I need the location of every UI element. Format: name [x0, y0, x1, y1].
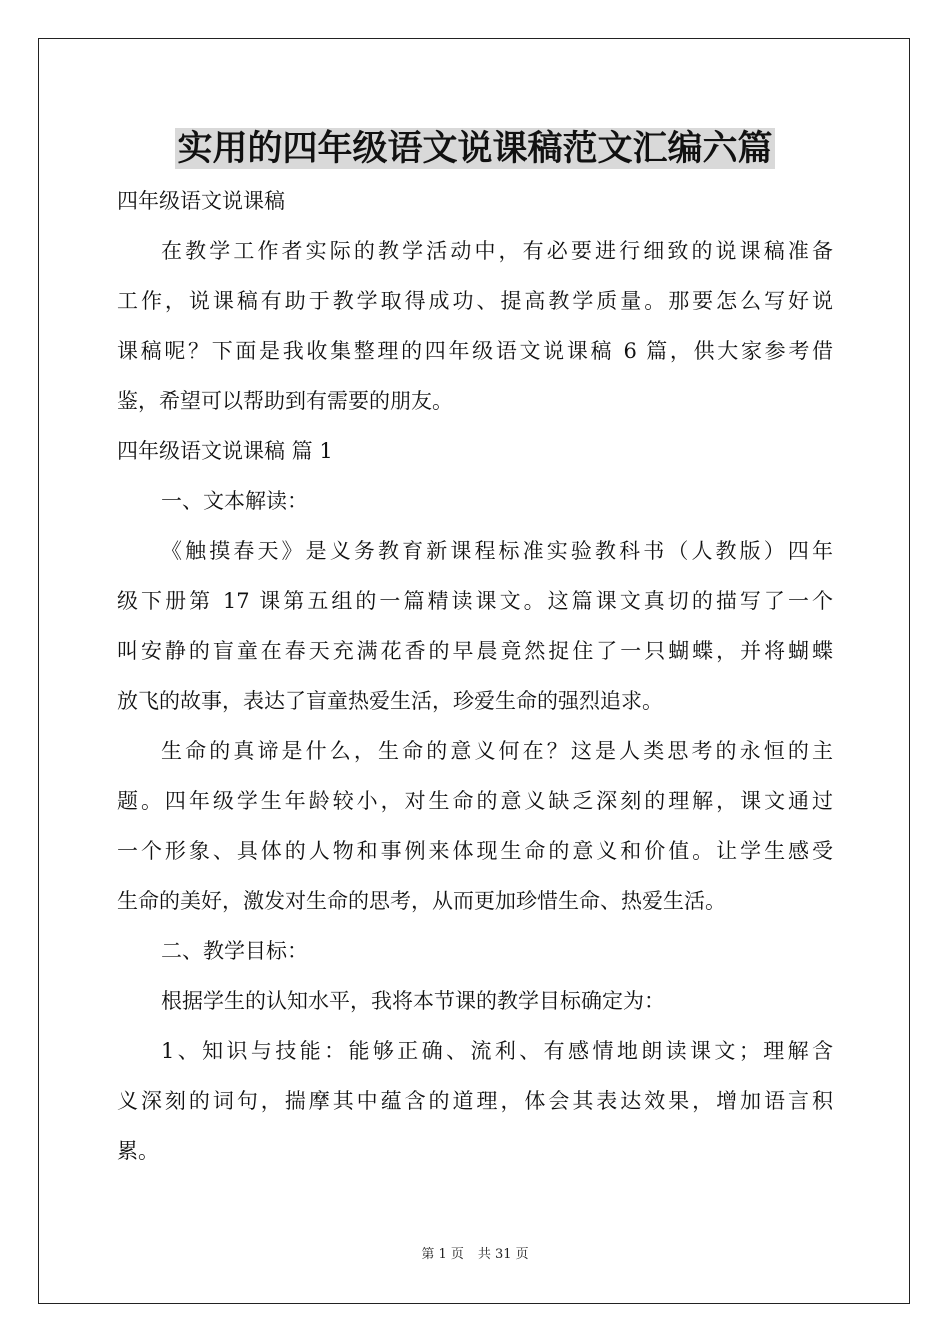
text-line: 工作，说课稿有助于教学取得成功、提高教学质量。那要怎么写好说	[117, 289, 833, 313]
document-body	[117, 176, 833, 1176]
text-line: 二、教学目标：	[161, 939, 308, 963]
text-line: 义深刻的词句，揣摩其中蕴含的道理，体会其表达效果，增加语言积	[117, 1089, 833, 1113]
text-line: 一、文本解读：	[161, 489, 308, 513]
text-line: 四年级语文说课稿 篇 1	[117, 439, 333, 463]
text-line: 生命的真谛是什么，生命的意义何在？这是人类思考的永恒的主	[161, 739, 833, 763]
text-line: 一个形象、具体的人物和事例来体现生命的意义和价值。让学生感受	[117, 839, 833, 863]
text-line: 在教学工作者实际的教学活动中，有必要进行细致的说课稿准备	[161, 239, 833, 263]
text-line: 累。	[117, 1139, 159, 1163]
document-title	[0, 124, 950, 174]
text-line: 四年级语文说课稿	[117, 189, 285, 213]
text-line: 题。四年级学生年龄较小，对生命的意义缺乏深刻的理解，课文通过	[117, 789, 833, 813]
page-total: 共 31 页	[477, 1247, 529, 1262]
text-line: 《触摸春天》是义务教育新课程标准实验教科书（人教版）四年	[161, 539, 833, 563]
text-line: 课稿呢？下面是我收集整理的四年级语文说课稿 6 篇，供大家参考借	[117, 339, 833, 363]
page-number: 第 1 页	[421, 1247, 464, 1262]
text-line: 鉴，希望可以帮助到有需要的朋友。	[117, 389, 453, 413]
text-line: 生命的美好，激发对生命的思考，从而更加珍惜生命、热爱生活。	[117, 889, 726, 913]
page-footer	[0, 1245, 950, 1265]
text-line: 1、知识与技能：能够正确、流利、有感情地朗读课文；理解含	[161, 1039, 833, 1063]
text-line: 根据学生的认知水平，我将本节课的教学目标确定为：	[161, 989, 665, 1013]
text-line: 叫安静的盲童在春天充满花香的早晨竟然捉住了一只蝴蝶，并将蝴蝶	[117, 639, 833, 663]
document-title-text: 实用的四年级语文说课稿范文汇编六篇	[177, 128, 773, 169]
text-line: 放飞的故事，表达了盲童热爱生活，珍爱生命的强烈追求。	[117, 689, 663, 713]
text-line: 级下册第 17 课第五组的一篇精读课文。这篇课文真切的描写了一个	[117, 589, 833, 613]
